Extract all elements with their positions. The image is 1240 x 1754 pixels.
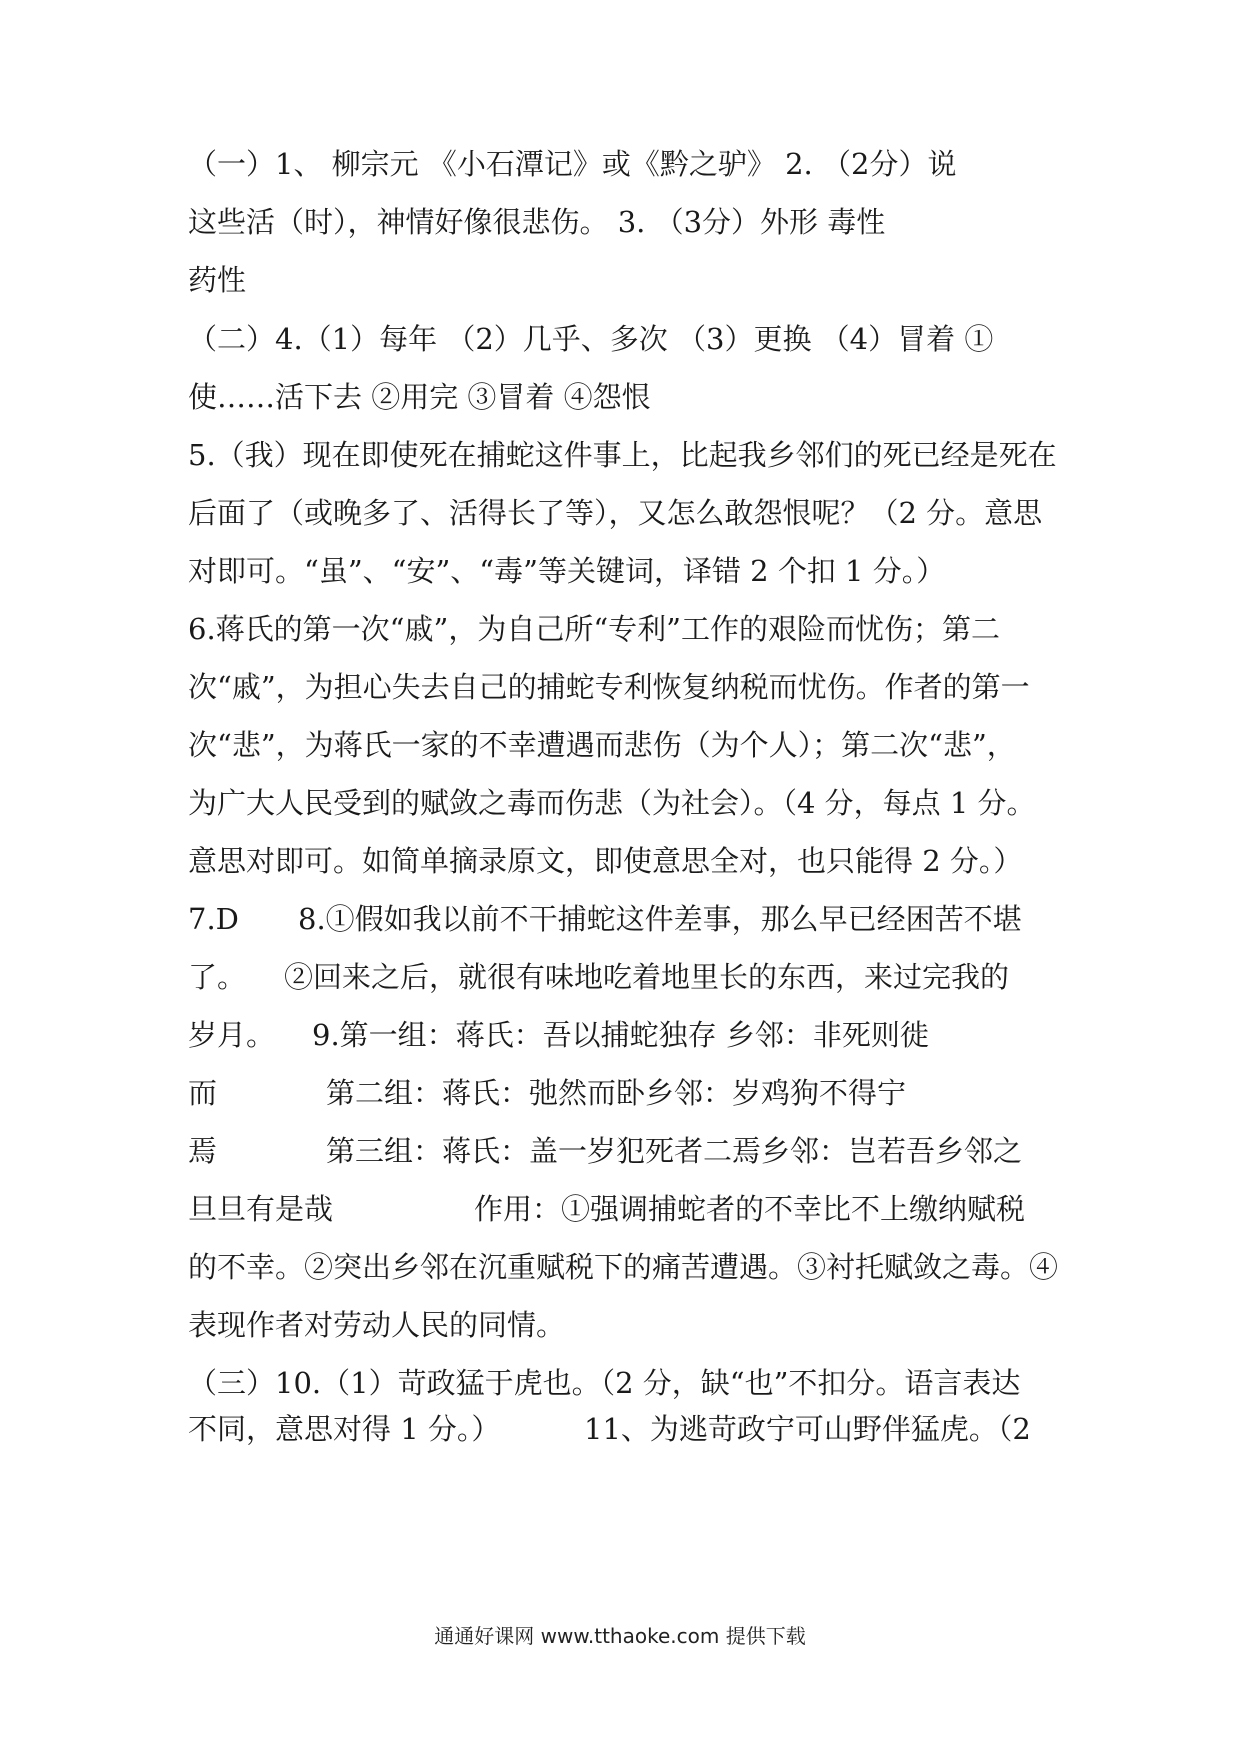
text-segment: 了。 bbox=[188, 960, 247, 994]
answer-q11: 11、为逃苛政宁可山野伴猛虎。（2 bbox=[584, 1412, 1031, 1446]
text-line: 表现作者对劳动人民的同情。 bbox=[188, 1308, 566, 1342]
text-line-q11 bbox=[188, 1411, 1088, 1447]
text-line: 的不幸。②突出乡邻在沉重赋税下的痛苦遭遇。③衬托赋敛之毒。④ bbox=[188, 1250, 1059, 1284]
text-segment: 第二组：蒋氏：弛然而卧乡邻：岁鸡狗不得宁 bbox=[326, 1076, 907, 1110]
page-footer: 通通好课网 www.tthaoke.com 提供下载 bbox=[434, 1624, 806, 1648]
text-segment: 不同，意思对得 1 分。） bbox=[188, 1412, 501, 1446]
text-line: 6.蒋氏的第一次“戚”，为自己所“专利”工作的艰险而忧伤；第二 bbox=[188, 612, 1000, 646]
text-segment: 第三组：蒋氏：盖一岁犯死者二焉乡邻：岂若吾乡邻之 bbox=[326, 1134, 1023, 1168]
text-segment: 岁月。 bbox=[188, 1018, 276, 1052]
answer-q8: 8.①假如我以前不干捕蛇这件差事，那么早已经困苦不堪 bbox=[298, 902, 1022, 936]
text-segment: ②回来之后，就很有味地吃着地里长的东西，来过完我的 bbox=[284, 960, 1010, 994]
text-line: 后面了（或晚多了、活得长了等），又怎么敢怨恨呢？（2 分。意思 bbox=[188, 496, 1043, 530]
text-segment: 焉 bbox=[188, 1134, 218, 1168]
text-line: 使……活下去 ②用完 ③冒着 ④怨恨 bbox=[188, 380, 651, 414]
text-segment: 作用：①强调捕蛇者的不幸比不上缴纳赋税 bbox=[474, 1192, 1026, 1226]
text-line-q9-effect bbox=[188, 1191, 1088, 1227]
answer-q7: 7.D bbox=[188, 902, 239, 936]
text-line: 对即可。“虽”、“安”、“毒”等关键词，译错 2 个扣 1 分。） bbox=[188, 554, 946, 588]
text-line-q9 bbox=[188, 1017, 1088, 1053]
text-line: 为广大人民受到的赋敛之毒而伤悲（为社会）。（4 分，每点 1 分。 bbox=[188, 786, 1036, 820]
text-line-q9-group2 bbox=[188, 1075, 1088, 1111]
text-line: 药性 bbox=[188, 263, 247, 297]
text-line-q9-group3 bbox=[188, 1133, 1088, 1169]
text-line: 这些活（时），神情好像很悲伤。 3. （3分）外形 毒性 bbox=[188, 205, 886, 239]
text-line: 次“悲”，为蒋氏一家的不幸遭遇而悲伤（为个人）；第二次“悲”， bbox=[188, 728, 1016, 762]
text-line: （一）1、 柳宗元 《小石潭记》或《黔之驴》 2. （2分）说 bbox=[188, 147, 957, 181]
answer-q9: 9.第一组：蒋氏：吾以捕蛇独存 乡邻：非死则徙 bbox=[312, 1018, 929, 1052]
text-segment: 而 bbox=[188, 1076, 218, 1110]
text-line: 意思对即可。如简单摘录原文，即使意思全对，也只能得 2 分。） bbox=[188, 844, 1023, 878]
text-line: 5.（我）现在即使死在捕蛇这件事上，比起我乡邻们的死已经是死在 bbox=[188, 438, 1057, 472]
text-line: 次“戚”，为担心失去自己的捕蛇专利恢复纳税而忧伤。作者的第一 bbox=[188, 670, 1030, 704]
text-line-q8-cont bbox=[188, 959, 1088, 995]
text-line: （三）10.（1）苛政猛于虎也。（2 分，缺“也”不扣分。语言表达 bbox=[188, 1366, 1021, 1400]
text-segment: 旦旦有是哉 bbox=[188, 1192, 334, 1226]
text-line-q7-q8 bbox=[188, 901, 1088, 937]
text-line: （二）4.（1）每年 （2）几乎、多次 （3）更换 （4）冒着 ① bbox=[188, 322, 994, 356]
